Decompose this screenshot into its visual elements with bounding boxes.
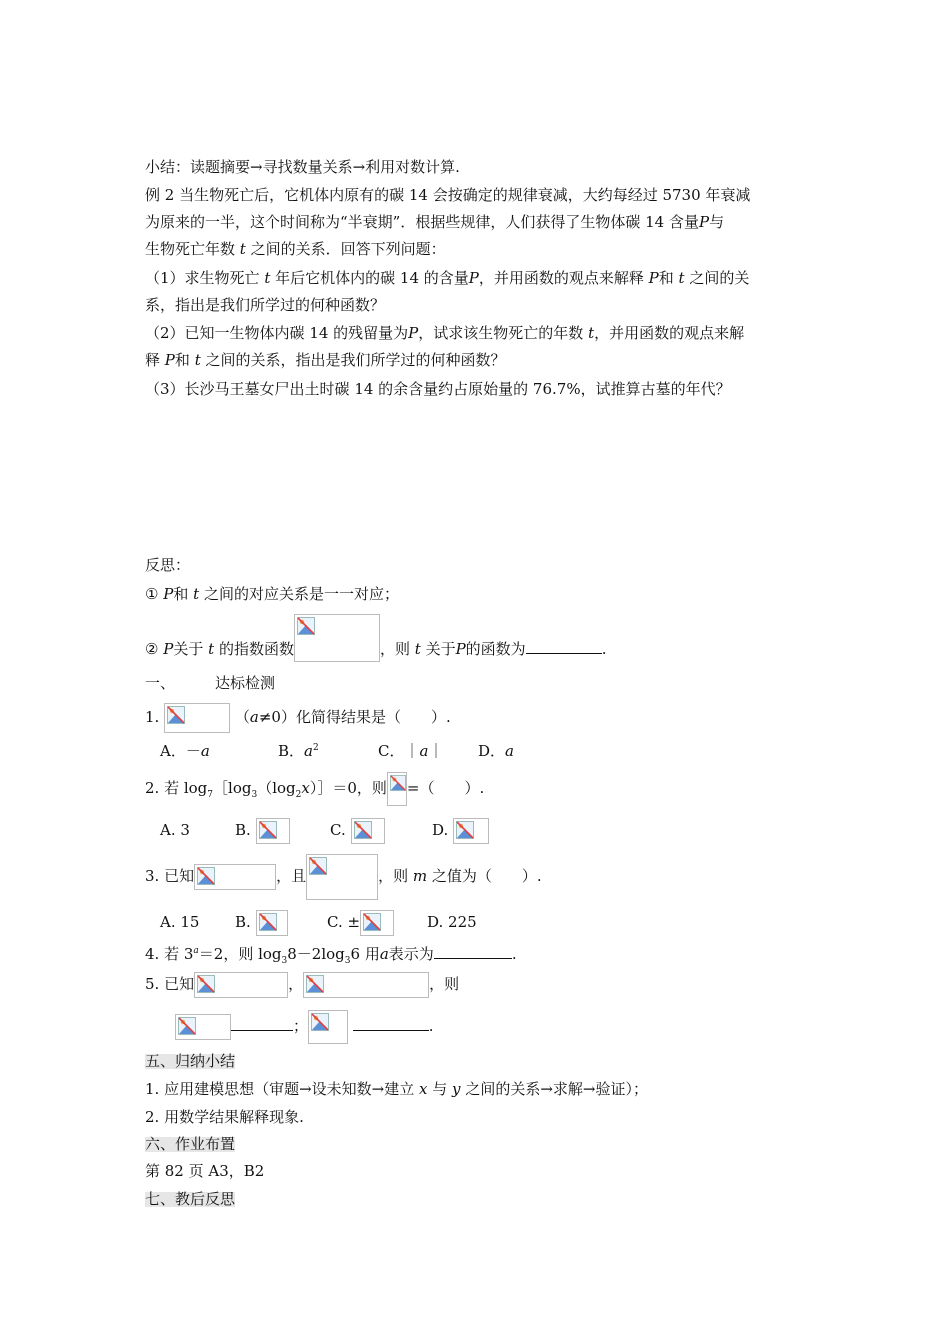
formula-image-icon xyxy=(294,614,380,662)
formula-image-icon xyxy=(194,864,276,890)
reflection-item1: ① P和 t 之间的对应关系是一一对应； xyxy=(145,585,399,603)
formula-image-icon xyxy=(453,818,489,844)
summary-line: 小结：读题摘要→寻找数量关系→利用对数计算. xyxy=(145,158,460,176)
question3-options xyxy=(160,910,477,936)
example2-q2-cont: 释 P和 t 之间的关系，指出是我们所学过的何种函数？ xyxy=(145,351,506,369)
answer-blank-2[interactable] xyxy=(353,1030,429,1031)
formula-image-icon xyxy=(387,772,407,806)
formula-image-icon xyxy=(306,854,378,900)
option-c[interactable]: C．｜a｜ xyxy=(378,742,444,760)
section5-heading: 五、归纳小结 xyxy=(145,1052,236,1070)
formula-image-icon xyxy=(194,972,288,998)
question4: 4. 若 $3^a=2$，则 $\log_38-2\log_36$ 用a表示为 . xyxy=(145,945,517,966)
option-d[interactable]: D．a xyxy=(478,742,514,760)
formula-image-icon xyxy=(256,818,290,844)
section5-item1: 1. 应用建模思想（审题→设未知数→建立 x 与 y 之间的关系→求解→验证）； xyxy=(145,1080,648,1098)
option-d[interactable]: D. xyxy=(432,818,489,844)
example2-line3: 生物死亡年数 t 之间的关系．回答下列问题： xyxy=(145,240,446,258)
formula-image-icon xyxy=(256,910,288,936)
formula-image-icon xyxy=(175,1014,231,1040)
example2-line1: 例 2 当生物死亡后，它机体内原有的碳 14 会按确定的规律衰减，大约每经过 5730 年衰减 xyxy=(145,186,751,204)
example2-q1-cont: 系，指出是我们所学过的何种函数？ xyxy=(145,296,386,314)
question1: 1. （a≠0）化简得结果是（ ）. xyxy=(145,703,451,733)
formula-image-icon xyxy=(360,910,394,936)
option-b[interactable]: B．$a^2$ xyxy=(278,742,319,760)
option-a[interactable]: A．－a xyxy=(160,742,210,760)
example2-q1: （1）求生物死亡 t 年后它机体内的碳 14 的含量P，并用函数的观点来解释 P和 t 之间的关 xyxy=(145,269,750,287)
option-a[interactable]: A. 15 xyxy=(160,913,200,931)
question5: 5. 已知 ， ，则 xyxy=(145,972,459,998)
option-b[interactable]: B. xyxy=(235,818,330,844)
question3: 3. 已知 ，且 ，则 m 之值为（ ）. xyxy=(145,854,542,900)
option-d[interactable]: D. 225 xyxy=(427,913,477,931)
example2-line2: 为原来的一半，这个时间称为“半衰期”．根据些规律，人们获得了生物体碳 14 含量P与 xyxy=(145,213,725,231)
reflection-item2: ② P关于 t 的指数函数 ，则 t 关于P的函数为 . xyxy=(145,614,606,662)
question1-options xyxy=(160,744,514,759)
section5-item2: 2. 用数学结果解释现象. xyxy=(145,1108,304,1126)
formula-image-icon xyxy=(303,972,429,998)
option-b[interactable]: B. xyxy=(235,910,327,936)
formula-image-icon xyxy=(164,703,230,733)
example2-q2: （2）已知一生物体内碳 14 的残留量为P，试求该生物死亡的年数 t，并用函数的观点来解 xyxy=(145,324,745,342)
homework-text: 第 82 页 A3，B2 xyxy=(145,1162,265,1180)
option-c[interactable]: C. ± xyxy=(327,910,427,936)
question5-answers: ； . xyxy=(175,1010,434,1044)
section6-heading: 六、作业布置 xyxy=(145,1135,236,1153)
option-c[interactable]: C. xyxy=(330,818,432,844)
section1-heading: 一、 达标检测 xyxy=(145,674,276,692)
question2: 2. 若 $\log_7[\log_3(\log_2x)]=0$，则 =（ ）. xyxy=(145,772,484,806)
answer-blank-1[interactable] xyxy=(231,1030,293,1031)
option-a[interactable]: A. 3 xyxy=(160,821,190,839)
formula-image-icon xyxy=(308,1010,348,1044)
example2-q3: （3）长沙马王墓女尸出土时碳 14 的余含量约占原始量的 76.7%，试推算古墓的年代？ xyxy=(145,380,731,398)
section7-heading: 七、教后反思 xyxy=(145,1190,236,1208)
question2-options xyxy=(160,818,489,844)
reflection-title: 反思： xyxy=(145,556,191,574)
formula-image-icon xyxy=(351,818,385,844)
